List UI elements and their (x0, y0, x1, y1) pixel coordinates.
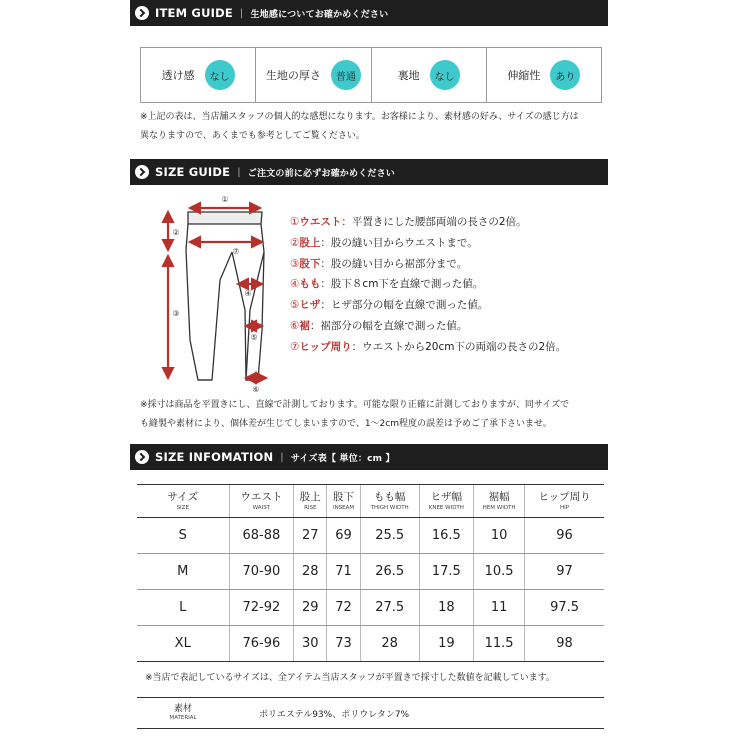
table-cell: 19 (419, 626, 474, 662)
table-cell: 11 (474, 590, 525, 626)
material-row (137, 697, 604, 729)
legend-item: ②股上：股の縫い目からウエストまで。 (290, 236, 478, 249)
table-cell: 11.5 (474, 626, 525, 662)
guide-cell-transparency: 透け感 なし (141, 48, 256, 102)
legend-item: ⑦ヒップ周り：ウエストから20cm下の両端の長さの2倍。 (290, 340, 567, 353)
item-guide-header: ITEM GUIDE | 生地感についてお確かめください (130, 0, 608, 26)
table-cell: 97.5 (525, 590, 604, 626)
diagram-label-hem: ⑥ (252, 385, 260, 394)
guide-badge: なし (430, 60, 460, 90)
chevron-right-icon (135, 165, 149, 179)
diagram-label-hip: ⑦ (232, 247, 240, 256)
item-guide-table (140, 47, 602, 103)
size-guide-note: ※採寸は商品を平置きにし、直線で計測しております。可能な限り正確に計測しておりますが、同サイズで も縫製や素材により、個体差が生じてしまいますので、1〜2cm程度の誤差は予めご了承下さいませ。 (140, 400, 570, 429)
column-header: 股下 INSEAM (327, 485, 360, 518)
diagram-label-rise: ② (172, 228, 180, 237)
table-row (137, 518, 604, 554)
table-cell: L (137, 590, 229, 626)
material-value: ポリエステル93%、ポリウレタン7% (259, 709, 410, 720)
table-cell: 10.5 (474, 554, 525, 590)
guide-cell-stretch: 伸縮性 あり (487, 48, 601, 102)
table-cell: 30 (294, 626, 327, 662)
table-row (137, 590, 604, 626)
table-cell: 28 (360, 626, 419, 662)
guide-cell-thickness: 生地の厚さ 普通 (256, 48, 371, 102)
size-guide-header: SIZE GUIDE | ご注文の前に必ずお確かめください (130, 159, 608, 185)
legend-item: ①ウエスト：平置きにした腰部両端の長さの2倍。 (290, 216, 527, 228)
table-cell: 72-92 (229, 590, 294, 626)
size-info-note: ※当店で表記しているサイズは、全アイテム当店スタッフが平置きで採寸した数値を記載しています。 (145, 673, 555, 683)
guide-badge: 普通 (331, 60, 361, 90)
table-row (137, 626, 604, 662)
table-cell: 10 (474, 518, 525, 554)
item-guide-title: ITEM GUIDE (155, 6, 233, 20)
column-header: 股上 RISE (294, 485, 327, 518)
table-cell: 26.5 (360, 554, 419, 590)
size-info-title: SIZE INFOMATION (155, 450, 274, 464)
legend-item: ④もも：股下８cm下を直線で測った値。 (290, 278, 484, 291)
table-cell: 76-96 (229, 626, 294, 662)
chevron-right-icon (135, 450, 149, 464)
diagram-label-thigh: ④ (244, 289, 252, 298)
column-header: もも幅 THIGH WIDTH (360, 485, 419, 518)
material-label: 素材 MATERIAL (169, 704, 197, 721)
diagram-label-knee: ⑤ (250, 333, 258, 342)
diagram-label-inseam: ③ (172, 309, 180, 318)
table-cell: 27 (294, 518, 327, 554)
size-info-subtitle: サイズ表【 単位：cm 】 (290, 453, 395, 464)
size-table (137, 484, 604, 662)
table-cell: 29 (294, 590, 327, 626)
table-cell: 27.5 (360, 590, 419, 626)
table-header-row (137, 485, 604, 518)
column-header: ウエスト WAIST (229, 485, 294, 518)
guide-badge: なし (205, 60, 235, 90)
size-info-header: SIZE INFOMATION | サイズ表【 単位：cm 】 (130, 444, 608, 470)
table-cell: 16.5 (419, 518, 474, 554)
table-cell: 68-88 (229, 518, 294, 554)
legend-item: ⑤ヒザ：ヒザ部分の幅を直線で測った値。 (290, 299, 489, 312)
table-cell: 17.5 (419, 554, 474, 590)
legend-item: ⑥裾：裾部分の幅を直線で測った値。 (290, 319, 468, 332)
diagram-label-waist: ① (221, 195, 229, 204)
table-cell: 25.5 (360, 518, 419, 554)
table-cell: 72 (327, 590, 360, 626)
table-cell: 71 (327, 554, 360, 590)
guide-cell-lining: 裏地 なし (372, 48, 487, 102)
item-guide-subtitle: 生地感についてお確かめください (250, 9, 389, 20)
table-cell: 28 (294, 554, 327, 590)
table-row (137, 554, 604, 590)
column-header: ヒザ幅 KNEE WIDTH (419, 485, 474, 518)
table-cell: 98 (525, 626, 604, 662)
table-cell: M (137, 554, 229, 590)
table-cell: S (137, 518, 229, 554)
pants-diagram (150, 190, 280, 400)
column-header: ヒップ周り HIP (525, 485, 604, 518)
table-cell: 70-90 (229, 554, 294, 590)
table-cell: 73 (327, 626, 360, 662)
legend-item: ③股下：股の縫い目から裾部分まで。 (290, 257, 468, 270)
guide-badge: あり (550, 60, 580, 90)
table-cell: XL (137, 626, 229, 662)
size-guide-title: SIZE GUIDE (155, 165, 231, 179)
size-guide-subtitle: ご注文の前に必ずお確かめください (247, 168, 395, 179)
table-cell: 96 (525, 518, 604, 554)
table-cell: 97 (525, 554, 604, 590)
column-header: 裾幅 HEM WIDTH (474, 485, 525, 518)
size-guide-legend (290, 212, 566, 358)
chevron-right-icon (135, 6, 149, 20)
item-guide-note: ※上記の表は、当店舗スタッフの個人的な感想になります。お客様により、素材感の好み、サイズの感じ方は 異なりますので、あくまでも参考としてご覧ください。 (140, 112, 579, 141)
pants-outline (186, 212, 264, 380)
table-cell: 69 (327, 518, 360, 554)
table-cell: 18 (419, 590, 474, 626)
column-header: サイズ SIZE (137, 485, 229, 518)
